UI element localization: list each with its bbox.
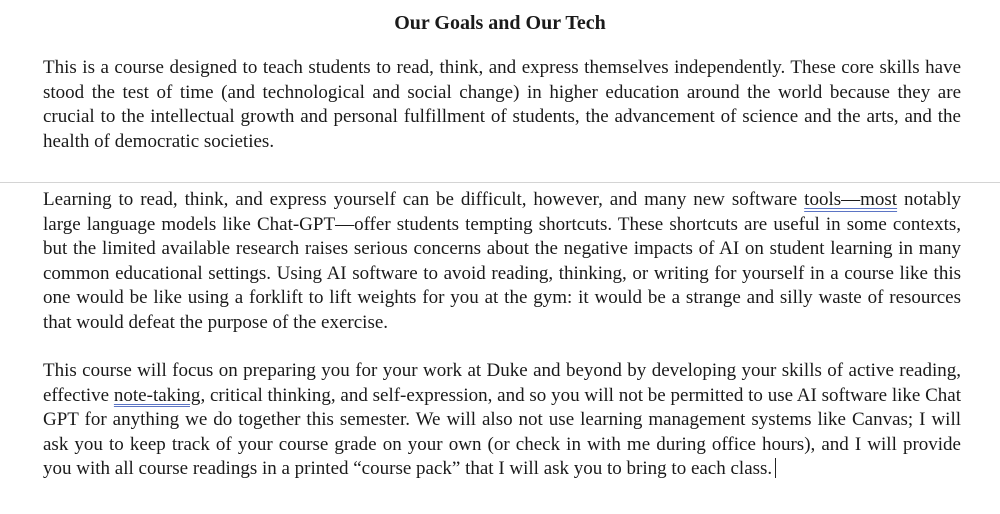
page-break-divider [0,182,1000,183]
paragraph-ai-tools-text-end: notably large language models like Chat-GPT—offer students tempting shortcuts. These shortcuts are useful in some contexts, but the limited available research raises serious concerns about the negative impacts of AI on student learning in many common educational settings. Using AI software to avoid reading, thinking, or writing for yourself in a course like this one would be like using a forklift to lift weights for you at the gym: it would be a strange and silly waste of resources that would defeat the purpose of the exercise. [43,189,961,333]
paragraph-ai-tools[interactable] [43,188,961,335]
paragraph-course-policy-text-start: This course will focus on preparing you for your work at Duke and beyond by developing your skills of active reading, effective [43,360,961,406]
paragraph-ai-tools-text-start: Learning to read, think, and express yourself can be difficult, however, and many new software [43,189,805,210]
grammar-flagged-word[interactable]: note-taking [113,384,201,406]
text-cursor [775,458,776,478]
paragraph-goals-text: This is a course designed to teach students to read, think, and express themselves independently. These core skills have stood the test of time (and technological and social change) in higher education around the world because they are crucial to the intellectual growth and personal fulfillment of students, the advancement of science and the arts, and the health of democratic societies. [43,57,961,152]
paragraph-goals[interactable] [43,56,961,154]
grammar-flagged-word[interactable]: tools—most [804,189,898,210]
paragraph-course-policy[interactable] [43,359,961,482]
paragraph-course-policy-text-end: , critical thinking, and self-expression, and so you will not be permitted to use AI software like Chat GPT for anything we do together this semester. We will also not use learning management systems like Canvas; I will ask you to keep track of your course grade on your own (or check in with me during office hours), and I will provide you with all course readings in a printed “course pack” that I will ask you to bring to each class. [43,384,961,479]
document-title: Our Goals and Our Tech [394,12,606,34]
